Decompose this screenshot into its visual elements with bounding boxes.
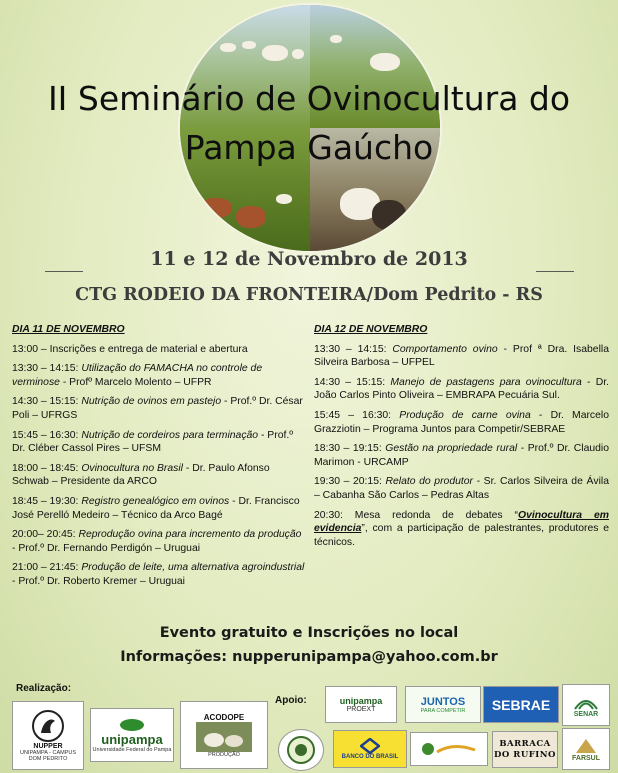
- entry-time: 13:00 –: [12, 343, 50, 355]
- event-title-line1: II Seminário de Ovinocultura do: [47, 79, 571, 118]
- entry-time: 20:00– 20:45:: [12, 529, 79, 541]
- barraca-do-rufino-logo: [492, 731, 558, 768]
- unipampa-logo: [90, 708, 174, 762]
- entry-topic: Manejo de pastagens para ovinocultura: [390, 376, 582, 388]
- day1-heading: DIA 11 DE NOVEMBRO: [12, 324, 125, 335]
- event-info: [0, 621, 618, 669]
- event-title-line2: Pampa Gaúcho: [184, 128, 434, 167]
- schedule-entry: [12, 495, 306, 522]
- entry-time: 15:45 – 16:30:: [314, 409, 400, 421]
- entry-topic: Produção de carne ovina: [399, 409, 531, 421]
- schedule-entry: [314, 343, 609, 370]
- farsul-emblem-icon: [573, 737, 599, 755]
- entry-topic: Reprodução ovina para incremento da produção: [78, 529, 302, 541]
- schedule-entry: [12, 462, 306, 489]
- realizacao-label: Realização:: [16, 683, 72, 694]
- acodope-logo: [180, 701, 268, 769]
- unipampa-subtitle: Universidade Federal do Pampa: [92, 746, 172, 753]
- juntos-name: JUNTOS: [420, 695, 466, 708]
- proext-subtitle: PROEXT: [346, 706, 376, 713]
- entry-topic: Gestão na propriedade rural: [385, 443, 518, 455]
- sebrae-name: SEBRAE: [491, 696, 551, 713]
- schedule-entry: [314, 409, 609, 436]
- event-free-notice: Evento gratuito e Inscrições no local: [159, 625, 459, 641]
- senar-name: SENAR: [573, 710, 599, 718]
- nupper-emblem-icon: [31, 709, 65, 743]
- event-contact: Informações: nupperunipampa@yahoo.com.br: [120, 649, 498, 665]
- senar-emblem-icon: [573, 693, 599, 711]
- event-title: [0, 74, 618, 172]
- entry-time: 14:30 – 15:15:: [12, 396, 82, 408]
- sindicato-seal-icon: [286, 735, 316, 765]
- entry-time: 15:45 – 16:30:: [12, 429, 82, 441]
- entry-speaker: - Prof ª Dra. Isabella Silveira Barbosa – UFPEL: [314, 343, 609, 369]
- entry-topic: Registro genealógico em ovinos: [81, 495, 230, 507]
- banco-do-brasil-icon: [360, 738, 380, 754]
- nupper-logo: [12, 701, 84, 770]
- entry-time: 14:30 – 15:15:: [314, 376, 391, 388]
- senar-logo: [562, 684, 610, 726]
- roundtable-topic: Ovinocultura em evidencia: [314, 509, 609, 535]
- schedule-entry: [314, 442, 609, 469]
- divider-left: [45, 271, 83, 272]
- entry-time: 19:30 – 20:15:: [314, 476, 386, 488]
- entry-speaker: - Prof.º Dr. Roberto Kremer – Uruguai: [12, 575, 185, 587]
- farsul-logo: [562, 728, 610, 770]
- day1-entries: [12, 343, 306, 589]
- entry-topic: Relato do produtor: [385, 476, 474, 488]
- schedule-entry: [12, 429, 306, 456]
- entry-time: 18:45 – 19:30:: [12, 495, 82, 507]
- roundtable-suffix: ”, com a participação de palestrantes, produtores e técnicos.: [314, 523, 609, 548]
- schedule-entry: [314, 475, 609, 502]
- sebrae-logo: [483, 686, 559, 723]
- nupper-name: NUPPER: [33, 743, 63, 750]
- schedule-entry: [12, 395, 306, 422]
- day2-heading: DIA 12 DE NOVEMBRO: [314, 324, 428, 335]
- event-venue: CTG RODEIO DA FRONTEIRA/Dom Pedrito - RS: [75, 285, 543, 305]
- entry-speaker: - Dr. Francisco José Perelló Medeiro – Técnico da Arco Bagé: [12, 495, 300, 521]
- divider-right: [536, 271, 574, 272]
- event-dates: 11 e 12 de Novembro de 2013: [150, 248, 468, 270]
- entry-time: 18:30 – 19:15:: [314, 443, 386, 455]
- banco-do-brasil-name: BANCO DO BRASIL: [341, 754, 399, 760]
- nupper-subtitle: UNIPAMPA - CAMPUS DOM PEDRITO: [19, 750, 77, 762]
- entry-speaker: - Dr. João Carlos Pinto Oliveira – EMBRAPA Pecuária Sul.: [314, 376, 609, 402]
- acodope-sheep-icon: [196, 722, 252, 752]
- entry-time: 18:00 – 18:45:: [12, 462, 82, 474]
- entry-topic: Comportamento ovino: [392, 343, 498, 355]
- acodope-name: ACODOPE: [203, 712, 245, 722]
- entry-speaker: - Prof.º Dr. Claudio Marimon - URCAMP: [314, 443, 609, 468]
- schedule-day1: [12, 323, 306, 595]
- entry-speaker: - Dr. Paulo Afonso Schwab – Presidente da ARCO: [12, 462, 270, 488]
- entry-speaker: - Prof.º Dr. Cléber Cassol Pires – UFSM: [12, 429, 294, 455]
- entry-speaker: - Sr. Carlos Silveira de Ávila – Cabanha São Carlos – Pedras Altas: [314, 476, 609, 501]
- banco-do-brasil-logo: [333, 730, 407, 768]
- schedule-entry: [12, 343, 306, 357]
- unipampa-proext-logo: [325, 686, 397, 723]
- entry-speaker: - Prof.º Dr. Fernando Perdigón – Uruguai: [12, 542, 201, 554]
- juntos-subtitle: PARA COMPETIR: [420, 707, 466, 714]
- unipampa-leaf-icon: [117, 718, 147, 732]
- entry-topic: Nutrição de cordeiros para terminação: [81, 429, 259, 441]
- roundtable-prefix: 20:30: Mesa redonda de debates “: [314, 509, 518, 521]
- juntos-para-competir-logo: [405, 686, 481, 723]
- sindicato-rural-seal: [278, 729, 324, 771]
- entry-topic: Utilização do FAMACHA no controle de verminose: [12, 363, 263, 388]
- schedule-entry: [314, 376, 609, 403]
- entry-topic: Nutrição de ovinos em pastejo: [81, 396, 222, 408]
- schedule-day2: [314, 323, 609, 555]
- entry-time: 13:30 – 14:15:: [12, 363, 82, 375]
- entry-topic: Ovinocultura no Brasil: [81, 462, 183, 474]
- entry-topic: Produção de leite, uma alternativa agroindustrial: [81, 562, 305, 574]
- entry-speaker: - Profº Marcelo Molento – UFPR: [59, 376, 212, 388]
- proext-name: unipampa: [339, 696, 383, 706]
- entry-speaker: Inscrições e entrega de material e abertura: [49, 343, 248, 355]
- entry-time: 21:00 – 21:45:: [12, 562, 82, 574]
- schedule-entry-roundtable: [314, 509, 609, 550]
- agro-leaf-icon: [419, 740, 479, 758]
- barraca-name: BARRACA DO RUFINO: [494, 738, 556, 760]
- entry-speaker: - Prof.º Dr. César Poli – UFRGS: [12, 396, 303, 421]
- day2-entries: [314, 343, 609, 503]
- unipampa-name: unipampa: [101, 731, 163, 747]
- farsul-name: FARSUL: [572, 754, 600, 762]
- schedule-entry: [12, 528, 306, 555]
- schedule-entry: [12, 561, 306, 588]
- apoio-label: Apoio:: [275, 695, 307, 706]
- entry-time: 13:30 – 14:15:: [314, 343, 393, 355]
- agro-company-logo: [410, 732, 488, 766]
- acodope-subtitle: PRODUÇÃO: [208, 751, 240, 758]
- entry-speaker: - Dr. Marcelo Grazziotin – Programa Juntos para Competir/SEBRAE: [314, 409, 609, 435]
- schedule-entry: [12, 362, 306, 389]
